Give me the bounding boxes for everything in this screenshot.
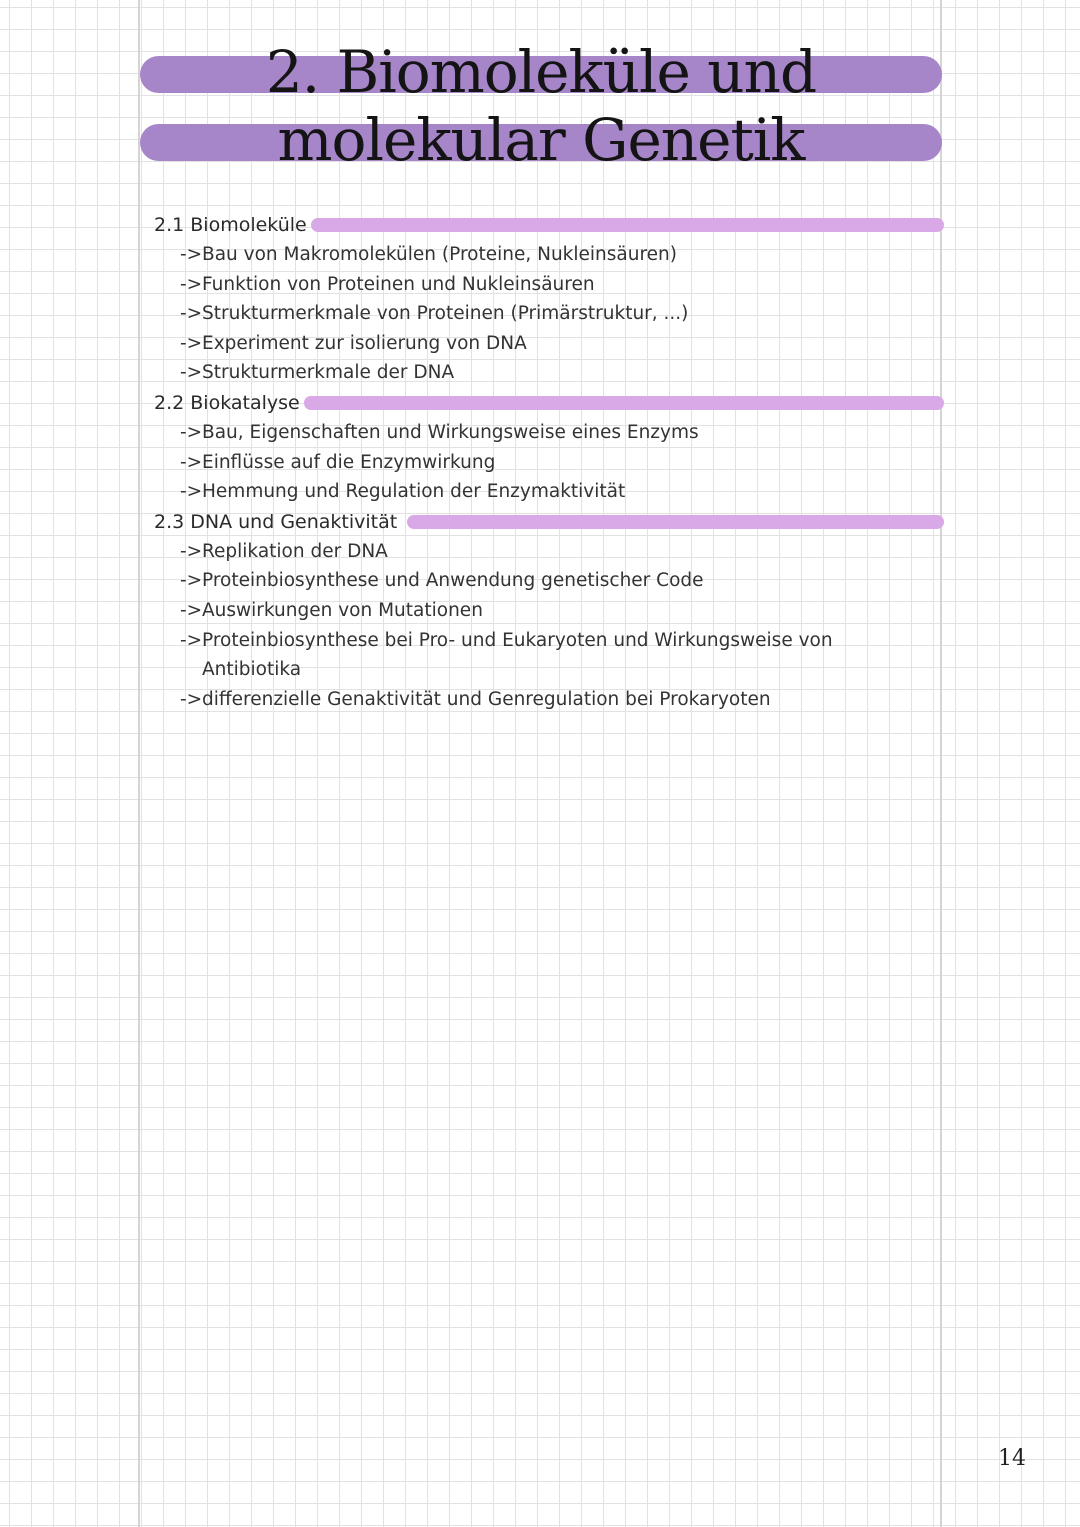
page-number: 14 [998,1446,1026,1471]
list-item-text: Auswirkungen von Mutationen [202,599,483,621]
arrow-bullet: -> [180,362,203,384]
list-item [154,537,944,567]
list-item-text: Funktion von Proteinen und Nukleinsäuren [202,273,595,295]
arrow-bullet: -> [180,688,203,710]
arrow-bullet: -> [180,421,203,443]
arrow-bullet: -> [180,599,203,621]
list-item-text: Bau, Eigenschaften und Wirkungsweise eines Enzyms [202,421,699,443]
list-item [154,477,944,507]
section-heading [154,210,944,240]
arrow-bullet: -> [180,629,203,651]
section-highlight-bar [407,515,944,529]
list-item [154,566,944,596]
section-heading [154,388,944,418]
section-highlight-bar [304,396,944,410]
title-row-1 [140,38,942,106]
arrow-bullet: -> [180,273,203,295]
section-biomolekuele [154,210,944,388]
arrow-bullet: -> [180,303,203,325]
page-title [140,38,942,174]
list-item-text: Einflüsse auf die Enzymwirkung [202,451,496,473]
section-heading [154,507,944,537]
list-item-text: Bau von Makromolekülen (Proteine, Nukleinsäuren) [202,244,677,265]
arrow-bullet: -> [180,570,203,592]
list-item [154,418,944,448]
arrow-bullet: -> [180,451,203,473]
arrow-bullet: -> [180,481,203,503]
list-item [154,596,944,626]
list-item [154,299,944,329]
section-title: 2.1 Biomoleküle [154,214,307,236]
list-item-text: Replikation der DNA [202,540,388,562]
list-item-text: Strukturmerkmale der DNA [202,362,455,384]
title-line-1: 2. Biomoleküle und [265,38,817,106]
list-item-text: Hemmung und Regulation der Enzymaktivität [202,481,626,503]
title-row-2 [140,106,942,174]
list-item [154,358,944,388]
list-item [154,240,944,270]
arrow-bullet: -> [180,540,203,562]
list-item [154,685,944,715]
list-item-text: Experiment zur isolierung von DNA [202,332,527,354]
list-item [154,329,944,359]
list-item-text: Strukturmerkmale von Proteinen (Primärstruktur, ...) [202,303,689,325]
section-dna-genaktivitaet [154,507,944,715]
list-item [154,448,944,478]
list-item-text: Proteinbiosynthese bei Pro- und Eukaryoten und Wirkungsweise von Antibiotika [202,629,833,681]
left-margin-line [138,0,140,1527]
list-item [154,270,944,300]
section-biokatalyse [154,388,944,507]
list-item [154,626,944,685]
table-of-contents [154,210,944,714]
list-item-text: Proteinbiosynthese und Anwendung genetischer Code [202,570,704,592]
section-highlight-bar [311,218,944,232]
section-title: 2.2 Biokatalyse [154,391,300,414]
section-title: 2.3 DNA und Genaktivität [154,510,398,533]
title-line-2: molekular Genetik [277,106,805,174]
arrow-bullet: -> [180,332,203,354]
arrow-bullet: -> [180,244,203,265]
list-item-text: differenzielle Genaktivität und Genregulation bei Prokaryoten [202,688,771,710]
